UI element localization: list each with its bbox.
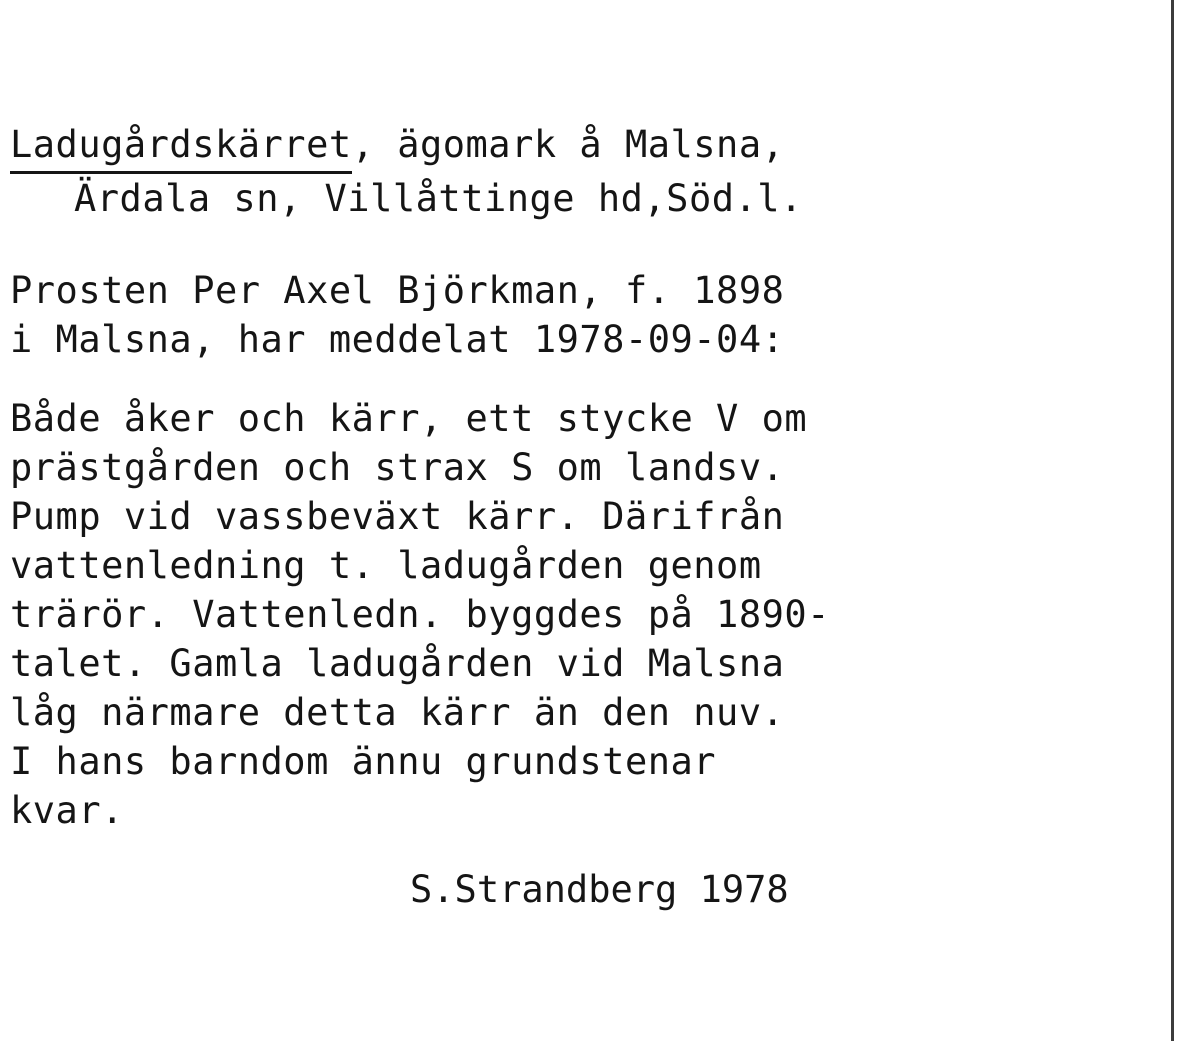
headword-term: Ladugårdskärret bbox=[10, 120, 352, 174]
text-line: låg närmare detta kärr än den nuv. bbox=[10, 691, 785, 734]
text-line: kvar. bbox=[10, 789, 124, 832]
text-line: Prosten Per Axel Björkman, f. 1898 bbox=[10, 269, 785, 312]
text-line: I hans barndom ännu grundstenar bbox=[10, 740, 717, 783]
text-line: Pump vid vassbeväxt kärr. Därifrån bbox=[10, 495, 785, 538]
text-line: vattenledning t. ladugården genom bbox=[10, 544, 762, 587]
headword-line bbox=[10, 120, 1100, 174]
paragraph-description bbox=[10, 394, 1100, 835]
text-line: trärör. Vattenledn. byggdes på 1890- bbox=[10, 593, 830, 636]
card-right-edge bbox=[1171, 0, 1174, 1041]
text-line: Både åker och kärr, ett stycke V om bbox=[10, 397, 808, 440]
text-line: prästgården och strax S om landsv. bbox=[10, 446, 785, 489]
headword-location: Ärdala sn, Villåttinge hd,Söd.l. bbox=[74, 177, 803, 220]
text-line: i Malsna, har meddelat 1978-09-04: bbox=[10, 318, 785, 361]
paragraph-informant bbox=[10, 266, 1100, 364]
headword-suffix: , ägomark å Malsna, bbox=[351, 123, 785, 166]
headword-block bbox=[10, 120, 1100, 224]
text-line: talet. Gamla ladugården vid Malsna bbox=[10, 642, 785, 685]
signature: S.Strandberg 1978 bbox=[410, 868, 789, 911]
card-content bbox=[10, 120, 1100, 915]
